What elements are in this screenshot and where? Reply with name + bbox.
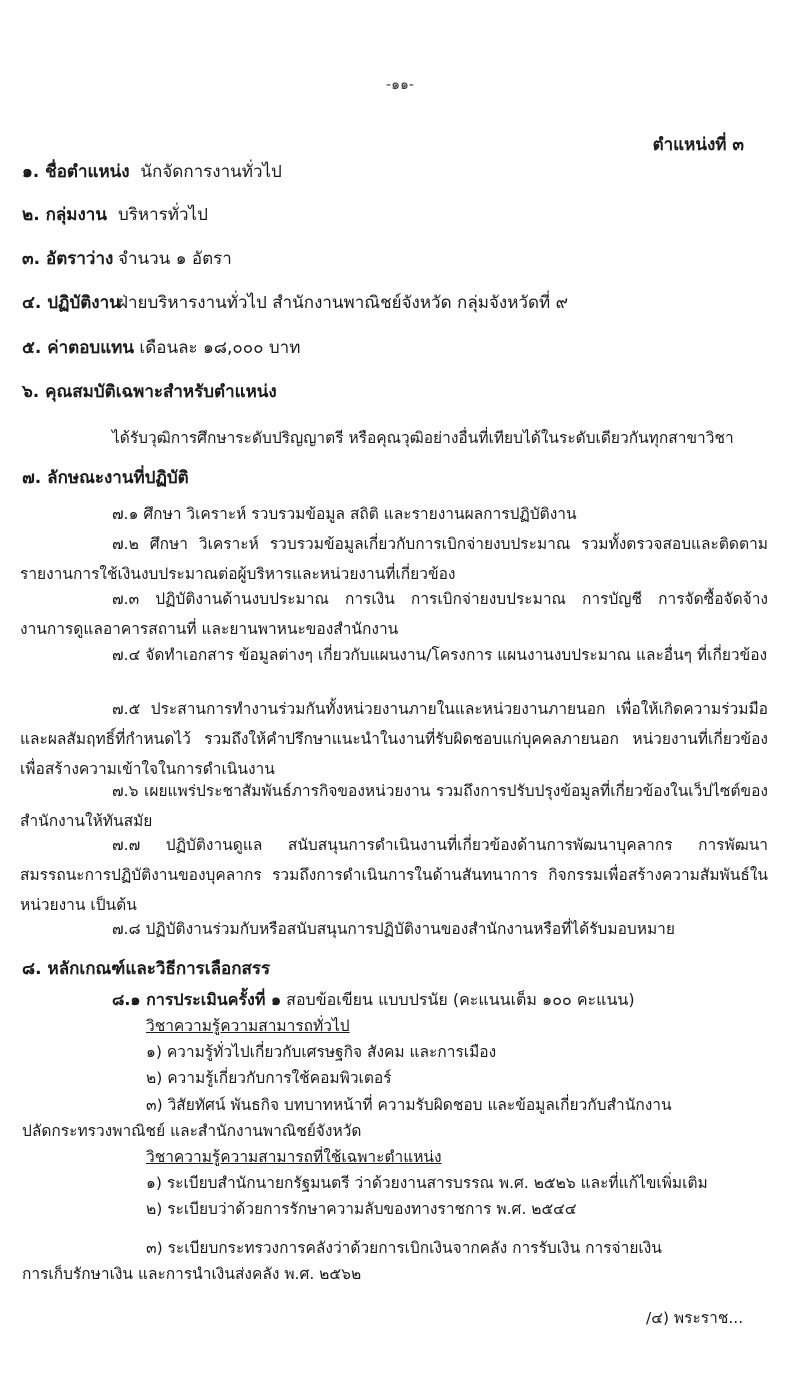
field-label: ๓. อัตราว่าง [22, 249, 114, 269]
assessment-detail: สอบข้อเขียน แบบปรนัย (คะแนนเต็ม ๑๐๐ คะแนน) [281, 990, 635, 1009]
section6-heading: ๖. คุณสมบัติเฉพาะสำหรับตำแหน่ง [22, 382, 277, 402]
field-compensation [22, 336, 300, 360]
field-value: เดือนละ ๑๘,๐๐๐ บาท [139, 338, 301, 358]
subject-item: ๒) ความรู้เกี่ยวกับการใช้คอมพิวเตอร์ [146, 1069, 392, 1087]
duty-item: ๗.๕ ประสานการทำงานร่วมกันทั้งหน่วยงานภายในและหน่วยงานภายนอก เพื่อให้เกิดความร่วมมือและผลสัมฤทธิ์ที่กำหนดไว้ รวมถึงให้คำปรึกษาแนะนำในงานที่รับผิดชอบแก่บุคคลภายนอก หน่วยงานที่เกี่ยวข้อง เพื่อสร้างความเข้าใจในการดำเนินงาน [20, 700, 768, 778]
subject-item-continued: การเก็บรักษาเงิน และการนำเงินส่งคลัง พ.ศ. ๒๕๖๒ [22, 1265, 362, 1283]
page-number: -๑๑- [386, 77, 414, 93]
duty-item: ๗.๒ ศึกษา วิเคราะห์ รวบรวมข้อมูลเกี่ยวกับการเบิกจ่ายงบประมาณ รวมทั้งตรวจสอบและติดตามรายงานการใช้เงินงบประมาณต่อผู้บริหารและหน่วยงานที่เกี่ยวข้อง [20, 535, 768, 583]
subject-item: ๒) ระเบียบว่าด้วยการรักษาความลับของทางราชการ พ.ศ. ๒๕๔๔ [146, 1200, 577, 1218]
duty-item: ๗.๑ ศึกษา วิเคราะห์ รวบรวมข้อมูล สถิติ และรายงานผลการปฏิบัติงาน [112, 505, 577, 523]
field-value: นักจัดการงานทั่วไป [140, 162, 282, 182]
subject-item: ๑) ระเบียบสำนักนายกรัฐมนตรี ว่าด้วยงานสารบรรณ พ.ศ. ๒๕๒๖ และที่แก้ไขเพิ่มเติม [146, 1174, 708, 1192]
duty-item: ๗.๓ ปฏิบัติงานด้านงบประมาณ การเงิน การเบิกจ่ายงบประมาณ การบัญชี การจัดซื้อจัดจ้าง งานการดูแลอาคารสถานที่ และยานพาหนะของสำนักงาน [20, 590, 768, 638]
field-work-group [22, 203, 208, 227]
section7-heading: ๗. ลักษณะงานที่ปฏิบัติ [22, 468, 189, 488]
subject-item: ๓) วิสัยทัศน์ พันธกิจ บทบาทหน้าที่ ความรับผิดชอบ และข้อมูลเกี่ยวกับสำนักงาน [146, 1096, 672, 1114]
subject-item-continued: ปลัดกระทรวงพาณิชย์ และสำนักงานพาณิชย์จังหวัด [22, 1122, 362, 1140]
field-label: ๒. กลุ่มงาน [22, 205, 107, 225]
section6-text: ได้รับวุฒิการศึกษาระดับปริญญาตรี หรือคุณวุฒิอย่างอื่นที่เทียบได้ในระดับเดียวกันทุกสาขาวิชา [112, 429, 734, 447]
assessment-round-1 [112, 988, 635, 1012]
field-value: บริหารทั่วไป [118, 205, 208, 225]
duty-item: ๗.๗ ปฏิบัติงานดูแล สนับสนุนการดำเนินงานที่เกี่ยวข้องด้านการพัฒนาบุคลากร การพัฒนาสมรรถนะการปฏิบัติงานของบุคลากร รวมถึงการดำเนินการในด้านสันทนาการ กิจกรรมเพื่อสร้างความสัมพันธ์ในหน่วยงาน เป็นต้น [20, 836, 768, 914]
field-value: ฝ่ายบริหารงานทั่วไป สำนักงานพาณิชย์จังหวัด กลุ่มจังหวัดที่ ๙ [118, 293, 569, 313]
duty-item: ๗.๘ ปฏิบัติงานร่วมกับหรือสนับสนุนการปฏิบัติงานของสำนักงานหรือที่ได้รับมอบหมาย [112, 920, 675, 938]
field-label: ๑. ชื่อตำแหน่ง [22, 162, 130, 182]
duty-item: ๗.๔ จัดทำเอกสาร ข้อมูลต่างๆ เกี่ยวกับแผนงาน/โครงการ แผนงานงบประมาณ และอื่นๆ ที่เกี่ยวข้อง [112, 646, 768, 664]
field-workplace [22, 291, 568, 315]
field-label: ๕. ค่าตอบแทน [22, 338, 134, 358]
field-value: จำนวน ๑ อัตรา [118, 249, 232, 269]
assessment-title: ๘.๑ การประเมินครั้งที่ ๑ [112, 990, 282, 1009]
continuation-marker: /๔) พระราช... [646, 1309, 744, 1327]
field-label: ๔. ปฏิบัติงาน [22, 293, 121, 313]
subject-item: ๓) ระเบียบกระทรวงการคลังว่าด้วยการเบิกเงินจากคลัง การรับเงิน การจ่ายเงิน [146, 1239, 662, 1257]
subject-item: ๑) ความรู้ทั่วไปเกี่ยวกับเศรษฐกิจ สังคม และการเมือง [146, 1043, 497, 1061]
section8-heading: ๘. หลักเกณฑ์และวิธีการเลือกสรร [22, 959, 271, 979]
duty-item: ๗.๖ เผยแพร่ประชาสัมพันธ์ภารกิจของหน่วยงาน รวมถึงการปรับปรุงข้อมูลที่เกี่ยวข้องในเว็ปไซต์ของสำนักงานให้ทันสมัย [20, 782, 768, 830]
specific-subject-title: วิชาความรู้ความสามารถที่ใช้เฉพาะตำแหน่ง [146, 1148, 442, 1166]
field-vacancy [22, 247, 232, 271]
field-position-name [22, 160, 282, 184]
general-subject-title: วิชาความรู้ความสามารถทั่วไป [146, 1017, 350, 1035]
position-label: ตำแหน่งที่ ๓ [652, 135, 744, 155]
